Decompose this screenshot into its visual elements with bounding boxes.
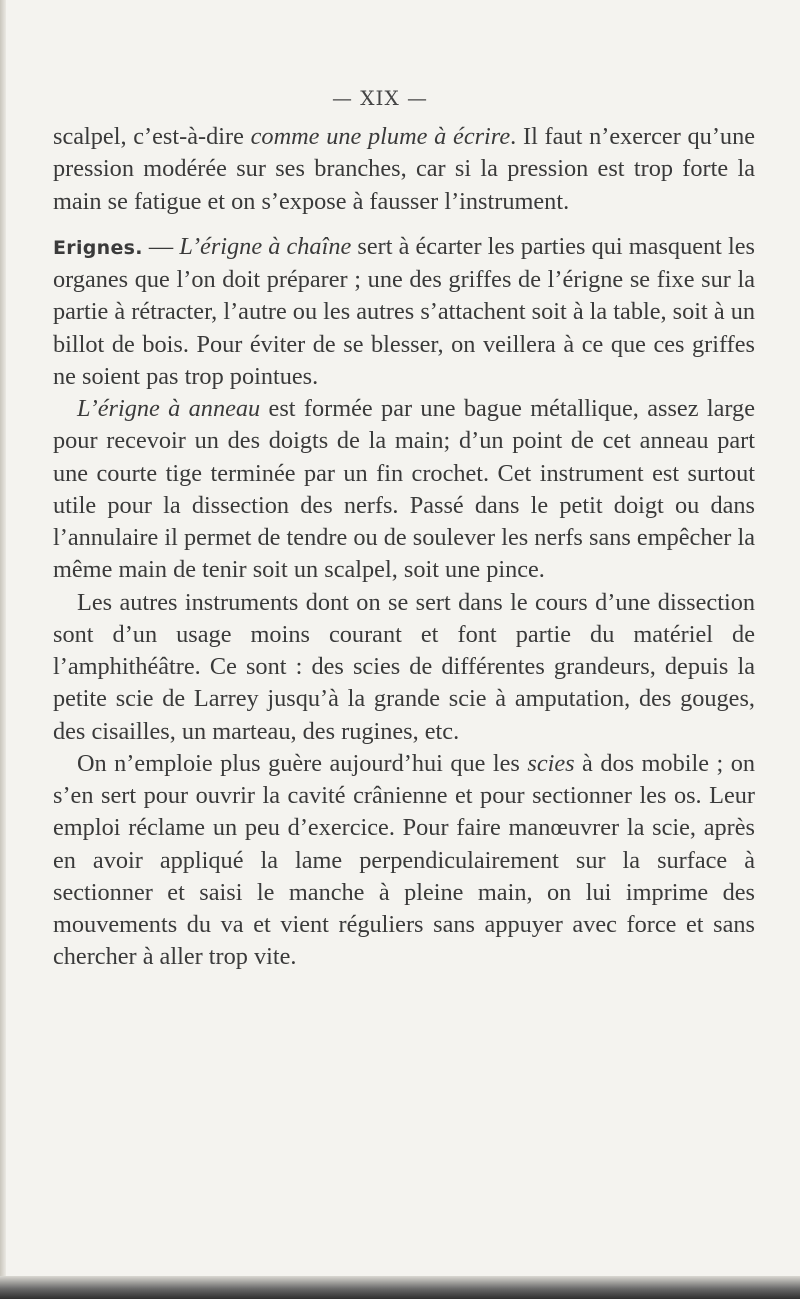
body-text bbox=[53, 121, 755, 974]
italic-term: scies bbox=[527, 749, 575, 777]
section-heading-erignes: Erignes. bbox=[53, 236, 143, 259]
paragraph-scalpel bbox=[53, 121, 755, 218]
italic-term: L’érigne à anneau bbox=[77, 395, 261, 422]
page-left-edge bbox=[0, 0, 6, 1299]
text-run: On n’emploie plus guère aujourd’hui que les bbox=[77, 749, 528, 777]
paragraph-autres-instruments bbox=[53, 587, 755, 748]
italic-term: L’érigne à chaîne bbox=[179, 232, 352, 260]
text-run: Les autres instruments dont on se sert dans le cours d’une dissection sont d’un usage moins courant et font partie du matériel de l’amphithéâtre. Ce sont : des scies de différentes grandeurs, depuis la petite scie de Larrey jusqu’à la grande scie à amputation, des gouges, des cisailles, un marteau, des rugines, etc. bbox=[53, 588, 755, 745]
text-run: sert à écarter les parties qui masquent les organes que l’on doit préparer ; une des griffes de l’érigne se fixe sur la partie à rétracter, l’autre ou les autres s’attachent soit à la table, soit à un billot de bois. Pour éviter de se blesser, on veillera à ce que ces griffes ne soient pas trop pointues. bbox=[53, 232, 756, 390]
paragraph-erignes bbox=[53, 231, 755, 393]
page-bottom-edge bbox=[0, 1276, 800, 1299]
page-number: — XIX — bbox=[331, 86, 429, 110]
paragraph-scies bbox=[53, 748, 755, 974]
italic-phrase: comme une plume à écrire bbox=[250, 123, 511, 150]
text-run: à dos mobile ; on s’en sert pour ouvrir la cavité crânienne et pour sectionner les os. Leur emploi réclame un peu d’exercice. Pour faire manœuvrer la scie, après en avoir appliqué la lame perpendiculairement sur la surface à sectionner et saisi le manche à pleine main, on lui imprime des mouvements du va et vient réguliers sans appuyer avec force et sans chercher à aller trop vite. bbox=[53, 749, 755, 971]
text-run: . Il faut n’exercer qu’une pression modérée sur ses branches, car si la pression est trop forte la main se fatigue et on s’expose à fausser l’instrument. bbox=[53, 123, 755, 215]
paragraph-erigne-anneau bbox=[53, 393, 755, 587]
text-run: est formée par une bague métallique, assez large pour recevoir un des doigts de la main; d’un point de cet anneau part une courte tige terminée par un fin crochet. Cet instrument est surtout utile pour la dissection des nerfs. Passé dans le petit doigt ou dans l’annulaire il permet de tendre ou de soulever les nerfs sans empêcher la même main de tenir soit un scalpel, soit une pince. bbox=[53, 395, 755, 584]
text-run: scalpel, c’est-à-dire bbox=[53, 123, 251, 150]
text-run: — bbox=[142, 232, 180, 260]
